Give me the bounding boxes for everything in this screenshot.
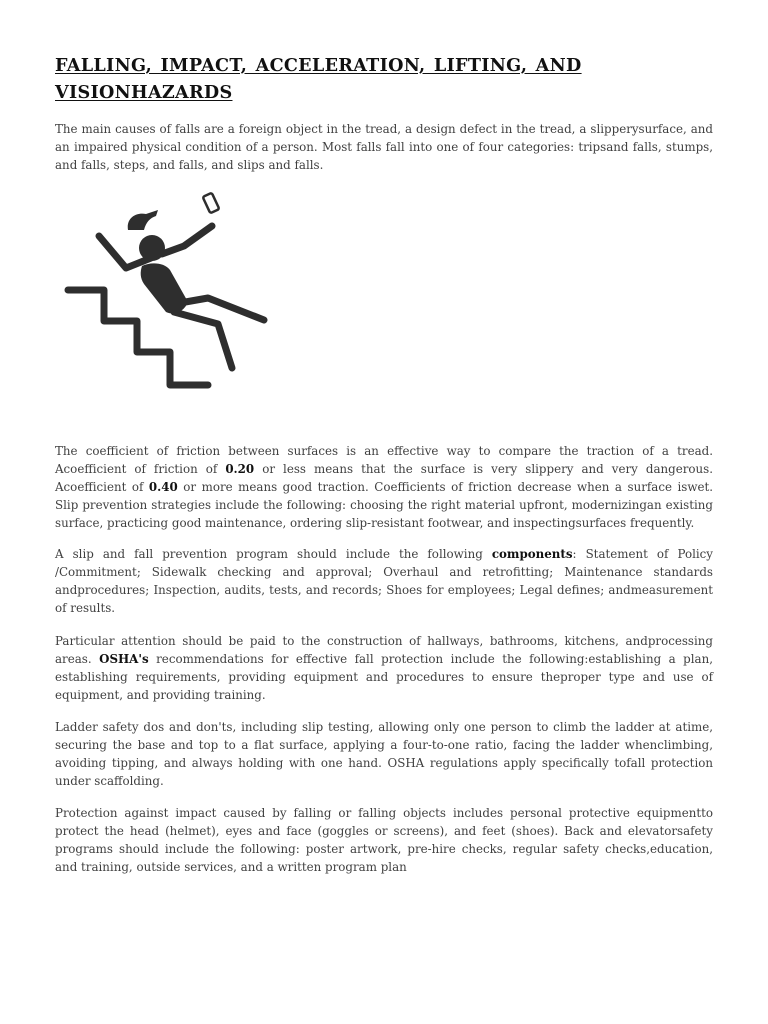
fall-illustration [56,188,272,398]
person-slipping-on-stairs-icon [56,188,272,398]
attention-text-2: recommendations for effective fall protection include the following:establishing a plan, establishing requirements, providing equipment and procedures to ensure theproper type and use of equipment, and providing training. [55,651,714,702]
friction-value-low: 0.20 [225,461,255,476]
friction-text-2: or less means that the surface is very slippery and very dangerous. Acoefficient of [55,461,713,494]
attention-text-1: Particular attention should be paid to the construction of hallways, bathrooms, kitchens, andprocessing areas. [55,634,713,666]
osha-term: OSHA's [99,651,149,666]
friction-text-3: or more means good traction. Coefficients of friction decrease when a surface iswet. Slip prevention strategies include the following: choosing the right material upfront, modernizingan existing surface, practicing good maintenance, ordering slip-resistant footwear, and inspectingsurfaces frequently. [55,479,714,530]
impact-paragraph: Protection against impact caused by falling or falling objects includes personal protective equipmentto protect the head (helmet), eyes and face (goggles or screens), and feet (shoes). Back and elevatorsafety programs should include the following: poster artwork, pre-hire checks, regular safety checks,education, and training, outside services, and a written program plan [55,806,713,874]
program-text-2: : Statement of Policy /Commitment; Sidewalk checking and approval; Overhaul and retrofitting; Maintenance standards andprocedures; Inspection, audits, tests, and records; Shoes for employees; Legal defines; andmeasurement of results. [55,547,713,615]
program-text-1: A slip and fall prevention program should include the following [55,547,492,561]
friction-paragraph [55,443,713,533]
program-paragraph [55,546,713,618]
ladder-paragraph: Ladder safety dos and don'ts, including slip testing, allowing only one person to climb the ladder at atime, securing the base and top to a flat surface, applying a four-to-one ratio, facing the ladder whenclimbing, avoiding tipping, and always holding with one hand. OSHA regulations apply specifically tofall protection under scaffolding. [55,720,713,788]
program-components-term: components [491,547,573,561]
friction-value-high: 0.40 [148,479,178,494]
attention-paragraph [55,633,713,705]
friction-text-1: The coefficient of friction between surfaces is an effective way to compare the traction of a tread. Acoefficient of friction of [55,444,713,476]
intro-paragraph: The main causes of falls are a foreign object in the tread, a design defect in the tread, a slipperysurface, and an impaired physical condition of a person. Most falls fall into one of four categories: tripsand falls, stumps, and falls, steps, and falls, and slips and falls. [55,122,713,172]
page-title: FALLING, IMPACT, ACCELERATION, LIFTING, AND VISIONHAZARDS [55,55,582,103]
